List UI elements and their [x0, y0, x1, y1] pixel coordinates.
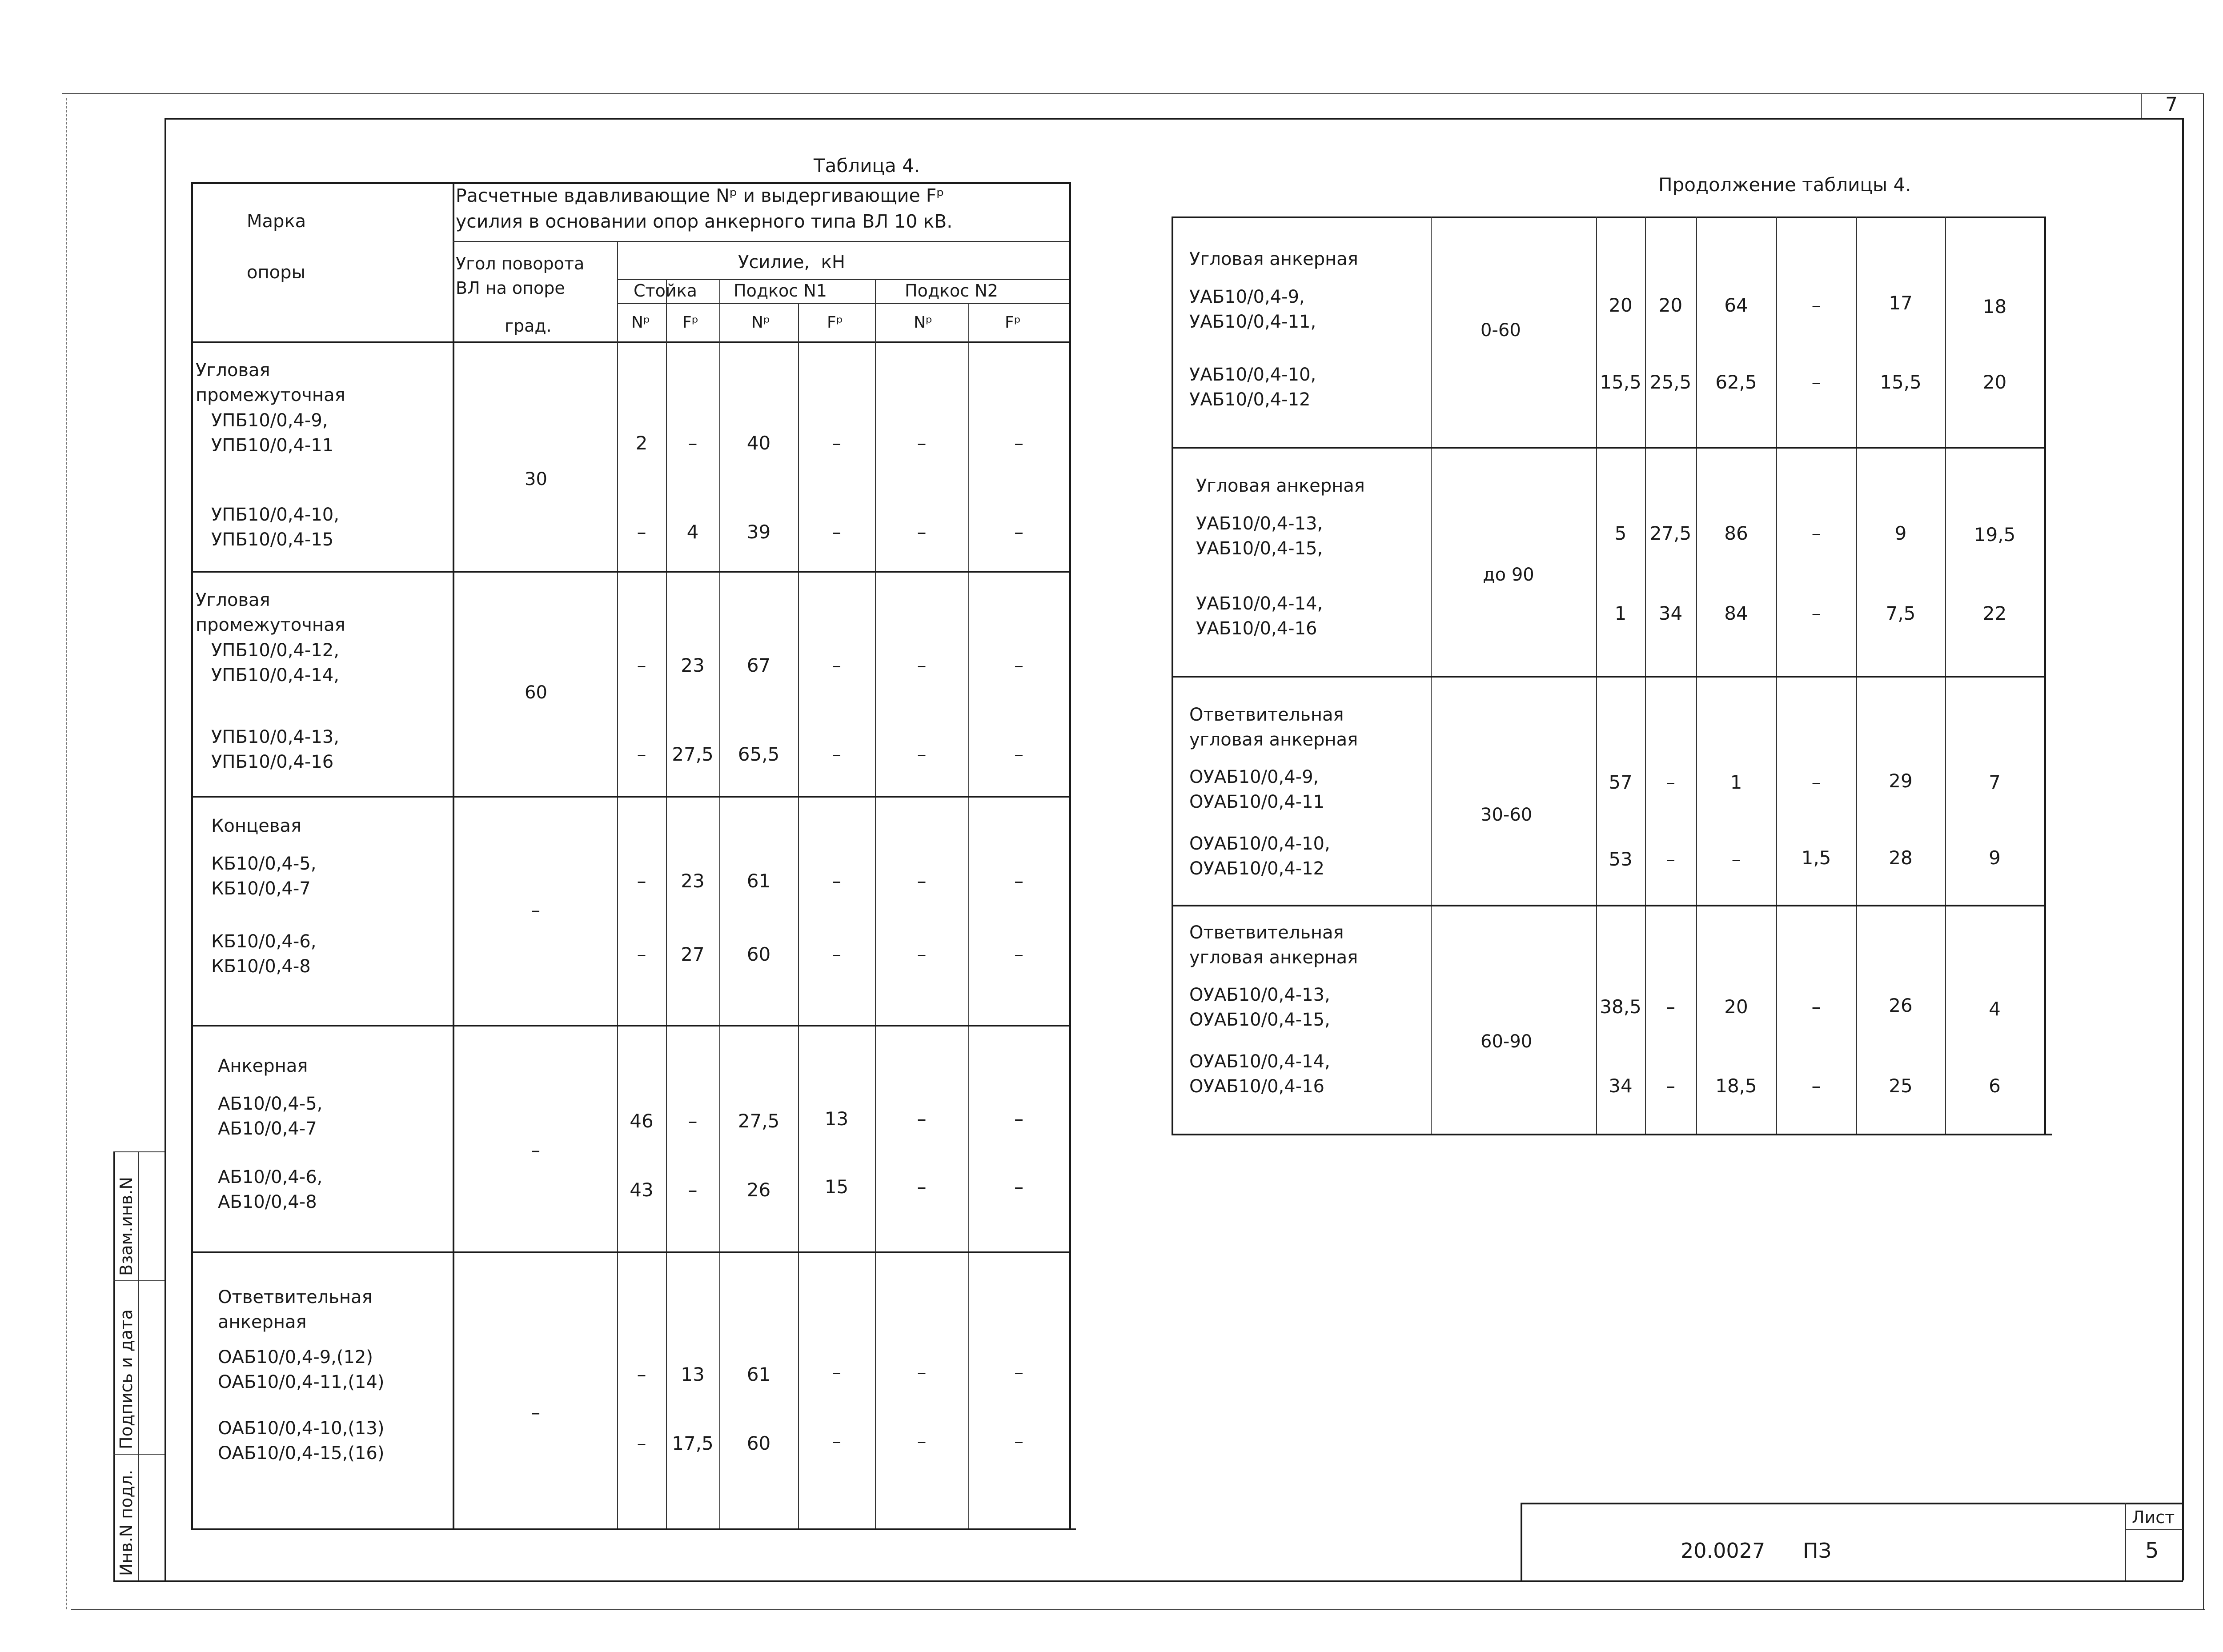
value-f-podkos1: – — [832, 1430, 841, 1452]
value-n-podkos1: 65,5 — [738, 743, 780, 765]
stamp-vzam-inv: Взам.инв.N — [116, 1177, 136, 1276]
group-title: Ответвительная анкерная — [218, 1287, 373, 1332]
right-value: 26 — [1889, 994, 1913, 1016]
angle-header-2: ВЛ на опоре — [456, 278, 565, 298]
right-value: 9 — [1894, 522, 1907, 544]
right-value: 28 — [1889, 847, 1913, 869]
value-f-podkos1: – — [832, 432, 841, 454]
value-n-stoika: – — [637, 654, 646, 676]
group-title: Анкерная — [218, 1056, 308, 1076]
inner-frame-top — [165, 118, 2183, 120]
value-n-stoika: – — [637, 1432, 646, 1454]
value-f-podkos2: – — [1014, 743, 1023, 765]
group-title: Ответвительная угловая анкерная — [1189, 922, 1358, 968]
n-podkos2: Nᵖ — [914, 313, 933, 332]
right-value: – — [1811, 294, 1821, 316]
value-f-stoika: – — [688, 1179, 698, 1201]
value-f-podkos2: – — [1014, 1361, 1023, 1383]
group-angle: 60 — [525, 682, 547, 703]
value-f-podkos2: – — [1014, 521, 1023, 543]
row-marks: ОАБ10/0,4-10,(13) ОАБ10/0,4-15,(16) — [218, 1418, 385, 1464]
stoika-header: Стойка — [634, 281, 697, 301]
table-left-caption: Таблица 4. — [814, 155, 920, 176]
table-right-caption: Продолжение таблицы 4. — [1658, 174, 1911, 196]
n-stoika: Nᵖ — [631, 313, 650, 332]
angle-header-3: град. — [505, 316, 552, 336]
doc-code: 20.0027 — [1681, 1539, 1766, 1563]
row-marks: УПБ10/0,4-10, УПБ10/0,4-15 — [211, 505, 339, 550]
group-angle: 60-90 — [1481, 1031, 1533, 1052]
right-value: – — [1666, 848, 1675, 870]
right-value: 15,5 — [1600, 371, 1641, 393]
page-number-box-left — [2141, 93, 2142, 118]
right-value: 64 — [1724, 294, 1748, 316]
doc-type: ПЗ — [1803, 1539, 1832, 1563]
value-n-podkos2: – — [917, 654, 927, 676]
group-angle: – — [531, 1403, 540, 1423]
angle-header-1: Угол поворота — [456, 254, 585, 273]
sheet-number: 5 — [2145, 1538, 2159, 1563]
right-value: – — [1811, 371, 1821, 393]
value-f-stoika: 17,5 — [672, 1432, 714, 1454]
stamp-inv-podl: Инв.N подл. — [116, 1470, 136, 1576]
col-opory-label: опоры — [247, 262, 306, 283]
side-stamp-div1 — [113, 1280, 165, 1281]
side-stamp-top — [113, 1151, 165, 1152]
side-stamp-left — [113, 1151, 115, 1580]
n-podkos1: Nᵖ — [751, 313, 770, 332]
group-title: Угловая промежуточная — [196, 360, 345, 405]
value-n-stoika: – — [637, 1363, 646, 1385]
right-value: 57 — [1609, 771, 1633, 793]
group-angle: до 90 — [1483, 565, 1534, 585]
inner-frame-bottom — [113, 1580, 2183, 1582]
right-value: 7 — [1989, 771, 2001, 793]
group-angle: 30 — [525, 469, 547, 489]
value-f-podkos2: – — [1014, 1430, 1023, 1452]
value-f-podkos1: – — [832, 743, 841, 765]
right-value: 9 — [1989, 847, 2001, 869]
sheet-label: Лист — [2132, 1508, 2175, 1527]
value-f-podkos2: – — [1014, 870, 1023, 892]
value-f-podkos1: – — [832, 870, 841, 892]
value-n-podkos1: 39 — [746, 521, 771, 543]
row-marks: УАБ10/0,4-14, УАБ10/0,4-16 — [1196, 593, 1323, 639]
row-marks: АБ10/0,4-5, АБ10/0,4-7 — [218, 1094, 323, 1139]
value-f-stoika: 27,5 — [672, 743, 714, 765]
right-value: 62,5 — [1715, 371, 1757, 393]
right-value: 1 — [1614, 602, 1627, 624]
right-value: 1 — [1730, 771, 1742, 793]
side-stamp-mid — [138, 1151, 139, 1580]
row-marks: КБ10/0,4-5, КБ10/0,4-7 — [211, 854, 317, 899]
value-n-podkos1: 27,5 — [738, 1110, 780, 1132]
value-n-podkos2: – — [917, 432, 927, 454]
value-n-podkos2: – — [917, 1361, 927, 1383]
value-f-stoika: 4 — [686, 521, 699, 543]
right-value: 86 — [1724, 522, 1748, 544]
right-value: 1,5 — [1801, 847, 1831, 869]
row-marks: ОУАБ10/0,4-9, ОУАБ10/0,4-11 — [1189, 767, 1324, 812]
right-value: – — [1811, 1075, 1821, 1097]
value-n-podkos2: – — [917, 943, 927, 965]
value-n-podkos2: – — [917, 1430, 927, 1452]
inner-frame-right — [2182, 118, 2184, 1580]
value-n-podkos2: – — [917, 521, 927, 543]
podkos2-header: Подкос N2 — [905, 281, 998, 301]
right-value: 53 — [1609, 848, 1633, 870]
value-f-podkos1: – — [832, 654, 841, 676]
row-marks: УПБ10/0,4-13, УПБ10/0,4-16 — [211, 727, 339, 772]
value-f-podkos1: 15 — [824, 1176, 849, 1198]
f-podkos1: Fᵖ — [827, 313, 843, 332]
table-left-title-line2: усилия в основании опор анкерного типа ВЛ 10 кВ. — [456, 211, 953, 232]
right-value: 20 — [1609, 294, 1633, 316]
value-n-podkos1: 60 — [746, 1432, 771, 1454]
forces-header: Усилие, кН — [738, 252, 845, 273]
stamp-podpis-data: Подпись и дата — [116, 1309, 136, 1449]
group-angle: 0-60 — [1481, 320, 1521, 341]
right-value: 25,5 — [1649, 371, 1692, 393]
value-n-stoika: 43 — [630, 1179, 654, 1201]
value-f-podkos2: – — [1014, 1176, 1023, 1198]
value-n-podkos1: 67 — [746, 654, 771, 676]
group-title: Ответвительная угловая анкерная — [1189, 705, 1358, 750]
row-marks: ОАБ10/0,4-9,(12) ОАБ10/0,4-11,(14) — [218, 1347, 385, 1392]
right-value: 15,5 — [1880, 371, 1922, 393]
value-f-podkos1: – — [832, 943, 841, 965]
binding-margin-line — [66, 98, 67, 1609]
group-angle: 30-60 — [1481, 805, 1533, 825]
value-n-podkos1: 61 — [746, 1363, 771, 1385]
right-value: 25 — [1889, 1075, 1913, 1097]
top-page-number: 7 — [2165, 93, 2178, 116]
value-f-podkos1: 13 — [824, 1108, 849, 1130]
outer-frame-bottom — [71, 1609, 2205, 1610]
value-n-podkos1: 60 — [746, 943, 771, 965]
right-value: 18 — [1982, 296, 2007, 317]
right-value: – — [1811, 522, 1821, 544]
value-f-podkos1: – — [832, 1361, 841, 1383]
right-value: 38,5 — [1600, 996, 1641, 1018]
value-f-stoika: – — [688, 1110, 698, 1132]
value-f-stoika: 13 — [681, 1363, 705, 1385]
right-value: 27,5 — [1649, 522, 1692, 544]
right-value: – — [1666, 771, 1675, 793]
right-value: 4 — [1989, 998, 2001, 1020]
right-value: 6 — [1989, 1075, 2001, 1097]
right-value: 20 — [1724, 996, 1748, 1018]
col-marka-label: Марка — [247, 211, 306, 232]
outer-frame-right — [2203, 93, 2204, 1609]
right-value: 29 — [1889, 770, 1913, 792]
row-marks: ОУАБ10/0,4-13, ОУАБ10/0,4-15, — [1189, 985, 1330, 1030]
value-n-stoika: 46 — [630, 1110, 654, 1132]
right-value: 34 — [1658, 602, 1683, 624]
value-n-stoika: – — [637, 870, 646, 892]
value-n-podkos1: 61 — [746, 870, 771, 892]
title-block-left — [1521, 1503, 1522, 1580]
value-n-podkos2: – — [917, 743, 927, 765]
table-left-title-line1: Расчетные вдавливающие Nᵖ и выдергивающие Fᵖ — [456, 185, 944, 206]
value-n-podkos2: – — [917, 870, 927, 892]
value-f-podkos2: – — [1014, 654, 1023, 676]
row-marks: УПБ10/0,4-12, УПБ10/0,4-14, — [211, 640, 339, 686]
right-value: 20 — [1658, 294, 1683, 316]
group-title: Угловая анкерная — [1189, 249, 1358, 269]
right-value: – — [1731, 848, 1741, 870]
right-value: 17 — [1889, 292, 1913, 314]
value-f-stoika: 27 — [681, 943, 705, 965]
right-value: – — [1811, 602, 1821, 624]
right-value: – — [1811, 996, 1821, 1018]
row-marks: КБ10/0,4-6, КБ10/0,4-8 — [211, 931, 317, 977]
group-title: Концевая — [211, 816, 302, 836]
row-marks: ОУАБ10/0,4-14, ОУАБ10/0,4-16 — [1189, 1051, 1330, 1097]
value-n-podkos2: – — [917, 1108, 927, 1130]
right-value: – — [1666, 1075, 1675, 1097]
value-n-podkos1: 26 — [746, 1179, 771, 1201]
right-value: 18,5 — [1715, 1075, 1757, 1097]
outer-frame-top — [62, 93, 2203, 94]
group-angle: – — [531, 1140, 540, 1161]
title-block-sheet-divider — [2125, 1503, 2126, 1580]
value-n-stoika: – — [637, 521, 646, 543]
value-n-stoika: – — [637, 743, 646, 765]
value-n-stoika: – — [637, 943, 646, 965]
f-podkos2: Fᵖ — [1005, 313, 1021, 332]
value-f-stoika: – — [688, 432, 698, 454]
value-n-stoika: 2 — [635, 432, 648, 454]
right-value: 5 — [1614, 522, 1627, 544]
row-marks: АБ10/0,4-6, АБ10/0,4-8 — [218, 1167, 323, 1212]
group-title: Угловая промежуточная — [196, 590, 345, 635]
value-f-podkos2: – — [1014, 1108, 1023, 1130]
row-marks: УАБ10/0,4-13, УАБ10/0,4-15, — [1196, 513, 1323, 559]
right-value: 22 — [1982, 602, 2007, 624]
group-angle: – — [531, 900, 540, 921]
row-marks: УАБ10/0,4-9, УАБ10/0,4-11, — [1189, 287, 1316, 332]
inner-frame-left — [165, 118, 166, 1580]
right-value: – — [1811, 771, 1821, 793]
side-stamp-div2 — [113, 1454, 165, 1455]
group-title: Угловая анкерная — [1196, 476, 1365, 496]
value-f-podkos2: – — [1014, 943, 1023, 965]
right-value: 20 — [1982, 371, 2007, 393]
value-f-podkos2: – — [1014, 432, 1023, 454]
right-value: 34 — [1609, 1075, 1633, 1097]
right-value: – — [1666, 996, 1675, 1018]
row-marks: УАБ10/0,4-10, УАБ10/0,4-12 — [1189, 365, 1316, 410]
row-marks: УПБ10/0,4-9, УПБ10/0,4-11 — [211, 410, 334, 456]
right-value: 84 — [1724, 602, 1748, 624]
row-marks: ОУАБ10/0,4-10, ОУАБ10/0,4-12 — [1189, 834, 1330, 879]
value-n-podkos2: – — [917, 1176, 927, 1198]
podkos1-header: Подкос N1 — [734, 281, 827, 301]
value-f-podkos1: – — [832, 521, 841, 543]
right-value: 7,5 — [1886, 602, 1916, 624]
f-stoika: Fᵖ — [682, 313, 699, 332]
right-value: 19,5 — [1974, 524, 2016, 545]
value-n-podkos1: 40 — [746, 432, 771, 454]
value-f-stoika: 23 — [681, 870, 705, 892]
value-f-stoika: 23 — [681, 654, 705, 676]
title-block-top — [1521, 1503, 2183, 1504]
